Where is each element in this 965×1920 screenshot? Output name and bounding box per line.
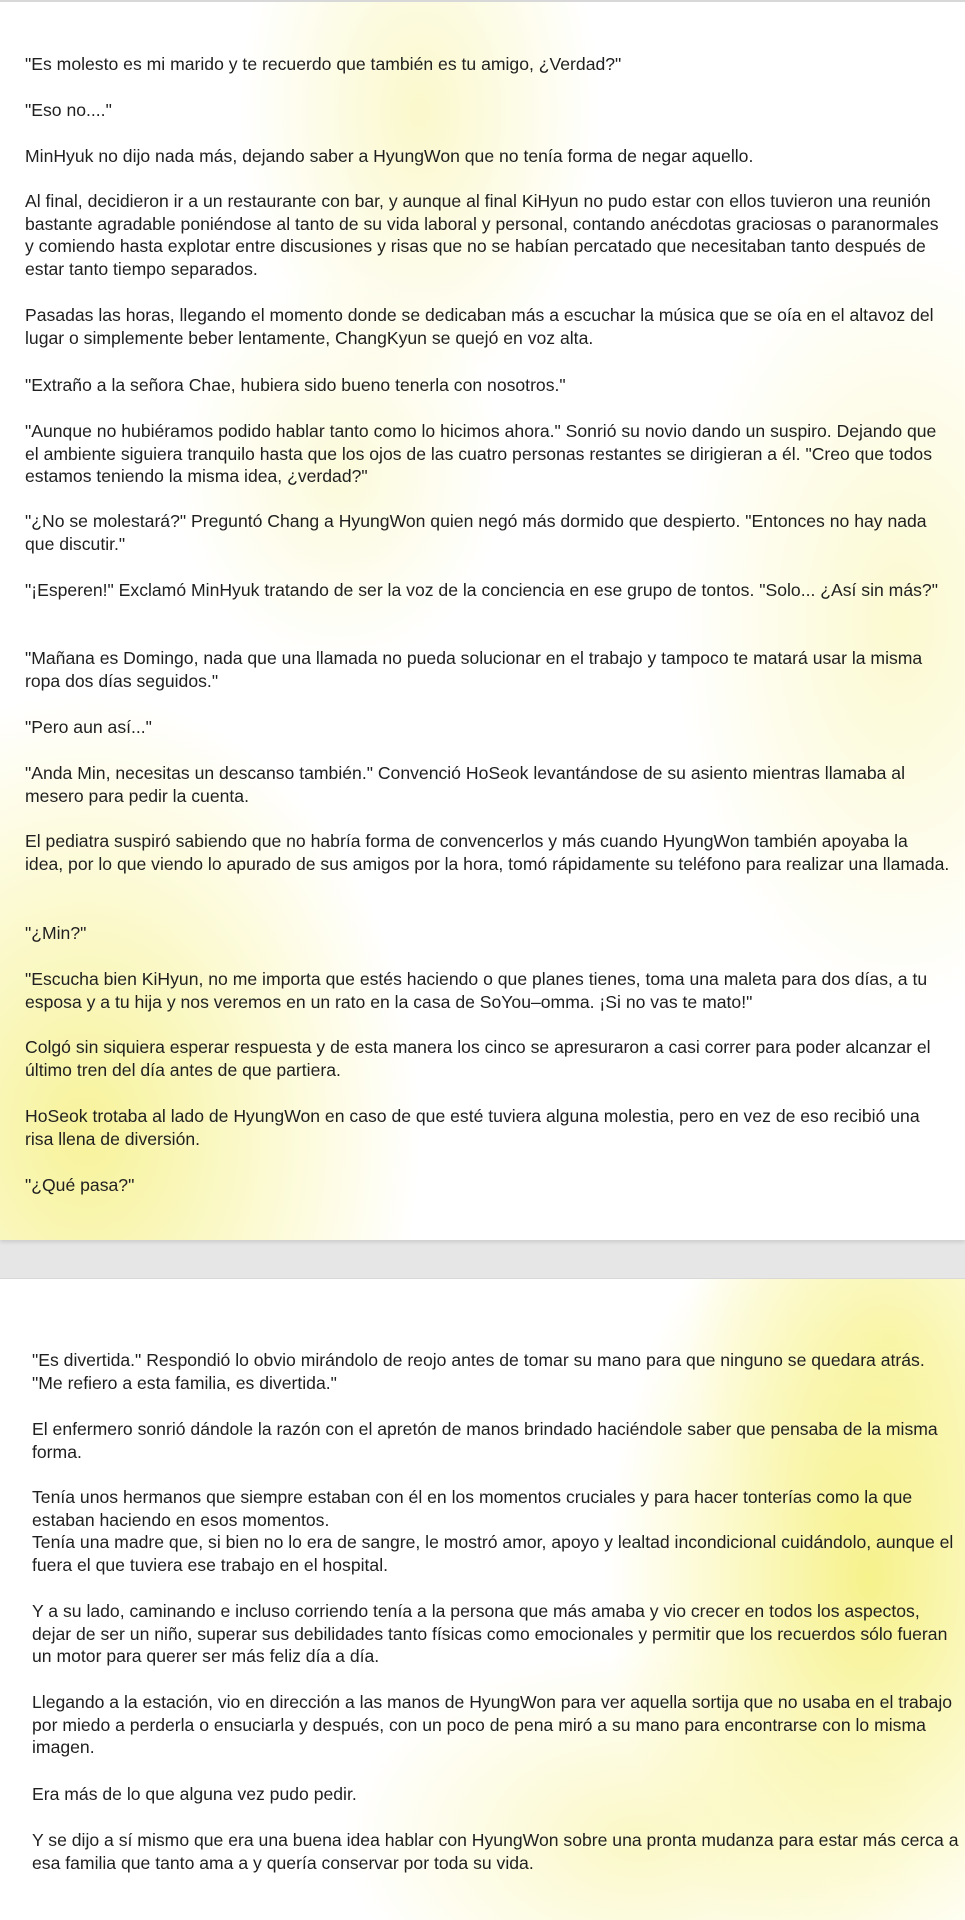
paragraph: Llegando a la estación, vio en dirección a las manos de HyungWon para ver aquella sortija que no usaba en el trabajo por miedo a perderla o ensuciarla y después, con un poco de pena miró a su mano para encontrarse con lo misma imagen. xyxy=(32,1692,953,1758)
paragraph: "¡Esperen!" Exclamó MinHyuk tratando de ser la voz de la conciencia en ese grupo de tontos. "Solo... ¿Así sin más?" xyxy=(25,580,938,600)
paragraph: "¿No se molestará?" Preguntó Chang a HyungWon quien negó más dormido que despierto. "Entonces no hay nada que discutir." xyxy=(25,511,927,554)
paragraph: "Mañana es Domingo, nada que una llamada no pueda solucionar en el trabajo y tampoco te matará usar la misma ropa dos días seguidos." xyxy=(25,648,923,691)
paragraph: MinHyuk no dijo nada más, dejando saber a HyungWon que no tenía forma de negar aquello. xyxy=(25,146,754,166)
paragraph: "¿Qué pasa?" xyxy=(25,1175,135,1195)
document-page-2 xyxy=(0,1278,965,1920)
paragraph: Tenía una madre que, si bien no lo era de sangre, le mostró amor, apoyo y lealtad incondicional cuidándolo, aunque el fuera el que tuviera ese trabajo en el hospital. xyxy=(32,1532,954,1575)
paragraph: "Escucha bien KiHyun, no me importa que estés haciendo o que planes tienes, toma una maleta para dos días, a tu esposa y a tu hija y nos veremos en un rato en la casa de SoYou–omma. ¡Si no vas te mato!" xyxy=(25,969,928,1012)
paragraph: Era más de lo que alguna vez pudo pedir. xyxy=(32,1784,357,1804)
paragraph: Y a su lado, caminando e incluso corriendo tenía a la persona que más amaba y vio crecer en todos los aspectos, dejar de ser un niño, superar sus debilidades tanto físicas como emocionales y permitir que los recuerdos sólo fueran un motor para querer ser más feliz día a día. xyxy=(32,1601,948,1667)
paragraph: "Eso no...." xyxy=(25,100,112,120)
paragraph: "Aunque no hubiéramos podido hablar tanto como lo hicimos ahora." Sonrió su novio dando un suspiro. Dejando que el ambiente siguiera tranquilo hasta que los ojos de las cuatro personas restantes se dirigieran a él. "Creo que todos estamos teniendo la misma idea, ¿verdad?" xyxy=(25,421,937,487)
paragraph: El pediatra suspiró sabiendo que no habría forma de convencerlos y más cuando HyungWon también apoyaba la idea, por lo que viendo lo apurado de sus amigos por la hora, tomó rápidamente su teléfono para realizar una llamada. xyxy=(25,831,950,874)
paragraph: Y se dijo a sí mismo que era una buena idea hablar con HyungWon sobre una pronta mudanza para estar más cerca a esa familia que tanto ama a y quería conservar por toda su vida. xyxy=(32,1830,959,1873)
paragraph: Colgó sin siquiera esperar respuesta y de esta manera los cinco se apresuraron a casi correr para poder alcanzar el último tren del día antes de que partiera. xyxy=(25,1037,931,1080)
paragraph: "Anda Min, necesitas un descanso también." Convenció HoSeok levantándose de su asiento mientras llamaba al mesero para pedir la cuenta. xyxy=(25,763,905,806)
paragraph: "¿Min?" xyxy=(25,923,87,943)
paragraph: El enfermero sonrió dándole la razón con el apretón de manos brindado haciéndole saber que pensaba de la misma forma. xyxy=(32,1419,938,1462)
paragraph: HoSeok trotaba al lado de HyungWon en caso de que esté tuviera alguna molestia, pero en vez de eso recibió una risa llena de diversión. xyxy=(25,1106,920,1149)
paragraph: Pasadas las horas, llegando el momento donde se dedicaban más a escuchar la música que se oía en el altavoz del lugar o simplemente beber lentamente, ChangKyun se quejó en voz alta. xyxy=(25,305,934,348)
paragraph: "Es molesto es mi marido y te recuerdo que también es tu amigo, ¿Verdad?" xyxy=(25,54,622,74)
paragraph: "Pero aun así..." xyxy=(25,717,152,737)
paragraph: "Es divertida." Respondió lo obvio mirándolo de reojo antes de tomar su mano para que ninguno se quedara atrás. "Me refiero a esta familia, es divertida." xyxy=(32,1350,925,1393)
paragraph: Al final, decidieron ir a un restaurante con bar, y aunque al final KiHyun no pudo estar con ellos tuvieron una reunión bastante agradable poniéndose al tanto de su vida laboral y personal, contando anécdotas graciosas o paranormales y comiendo hasta explotar entre discusiones y risas que no se habían percatado que necesitaban tanto después de estar tanto tiempo separados. xyxy=(25,191,939,279)
paragraph: "Extraño a la señora Chae, hubiera sido bueno tenerla con nosotros." xyxy=(25,375,566,395)
paragraph: Tenía unos hermanos que siempre estaban con él en los momentos cruciales y para hacer tonterías como la que estaban haciendo en esos momentos. xyxy=(32,1487,913,1530)
